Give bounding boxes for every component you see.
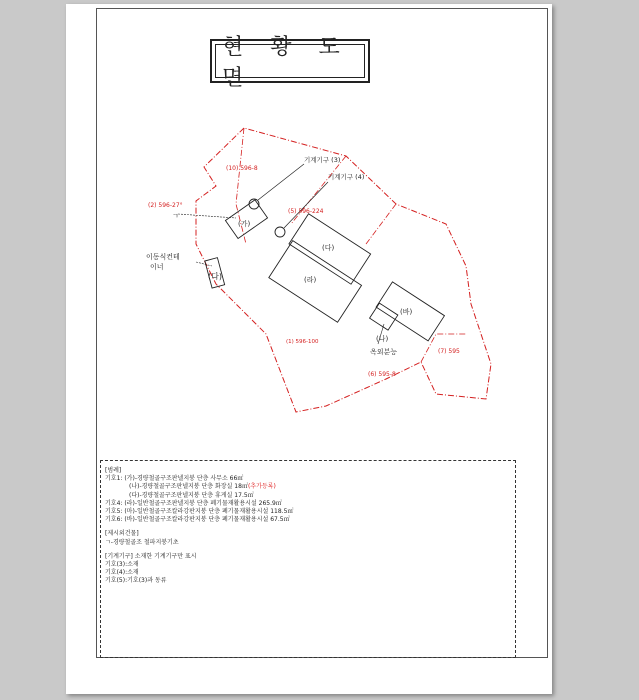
label-building-ga: (가) bbox=[238, 220, 251, 228]
legend-header: [범례] bbox=[105, 467, 122, 474]
leader-container bbox=[196, 262, 212, 266]
legend-line: 기호5: (마)-일반철골구조칼라강판지붕 단층 폐기물재활용시설 118.5㎡ bbox=[105, 508, 294, 516]
legend-section3-header: [기계기구] 소재한 기계기구만 표시 bbox=[105, 552, 197, 560]
legend-section2-line: ㄱ-경량철골조 철파지붕기초 bbox=[105, 538, 179, 546]
label-container-1: 이동식컨테 bbox=[146, 253, 180, 261]
page-title: 현 황 도 면 bbox=[222, 35, 350, 91]
label-giyeok: ㄱ bbox=[172, 212, 179, 220]
legend-line: 기호1: (가)-경량철골구조판넬지붕 단층 사무소 66㎡ bbox=[105, 475, 244, 483]
legend-line: 기호6: (바)-일반철골구조칼라강판지붕 단층 폐기물재활용시설 67.5㎡ bbox=[105, 516, 290, 524]
label-outdoor-storage: 옥외분능 bbox=[370, 348, 398, 356]
site-plan-drawing bbox=[66, 4, 552, 454]
lot-label-6: (6) 595-8 bbox=[368, 371, 396, 378]
machine-circle-4 bbox=[275, 227, 285, 237]
legend-section3-line: 기호(4):소재 bbox=[105, 569, 139, 577]
lot-line-3 bbox=[366, 204, 396, 244]
legend-line: (나)-경량철골구조판넬지붕 단층 화장실 18㎡(추가등록) bbox=[129, 483, 276, 491]
lot-label-10: (10) 596-8 bbox=[226, 165, 258, 172]
label-building-ba: (바) bbox=[400, 308, 413, 316]
legend-section3-line: 기호(5):기호(3)과 동류 bbox=[105, 577, 167, 585]
document-page bbox=[66, 4, 552, 694]
label-building-da-small: (다) bbox=[208, 272, 222, 281]
leader-machine4 bbox=[284, 182, 328, 228]
lot-label-1: (1) 596-100 bbox=[286, 339, 319, 345]
legend-line: (다)-경량철골구조판넬지붕 단층 휴게실 17.5㎡ bbox=[129, 491, 254, 499]
legend-section2-header: [제시외건물] bbox=[105, 530, 139, 538]
label-building-ra: (라) bbox=[304, 276, 317, 284]
label-building-na: (나) bbox=[376, 335, 389, 343]
legend-line: 기호4: (라)-일반철골구조판넬지붕 단층 폐기물재활용시설 265.9㎡ bbox=[105, 499, 282, 507]
leader-machine3 bbox=[258, 164, 304, 200]
lot-label-2: (2) 596-27° bbox=[148, 202, 183, 209]
lot-label-5: (5) 596-224 bbox=[288, 208, 324, 215]
label-machine4: 기계기구 (4) bbox=[328, 173, 365, 181]
legend-box bbox=[100, 460, 516, 658]
leader-giyeok bbox=[178, 214, 236, 218]
label-machine3: 기계기구 (3) bbox=[304, 156, 341, 164]
label-building-da-large: (다) bbox=[322, 244, 335, 252]
legend-section3-line: 기호(3):소재 bbox=[105, 561, 139, 569]
building-na bbox=[370, 303, 398, 330]
lot-label-7: (7) 595 bbox=[438, 348, 460, 355]
label-container-2: 이너 bbox=[150, 263, 164, 271]
